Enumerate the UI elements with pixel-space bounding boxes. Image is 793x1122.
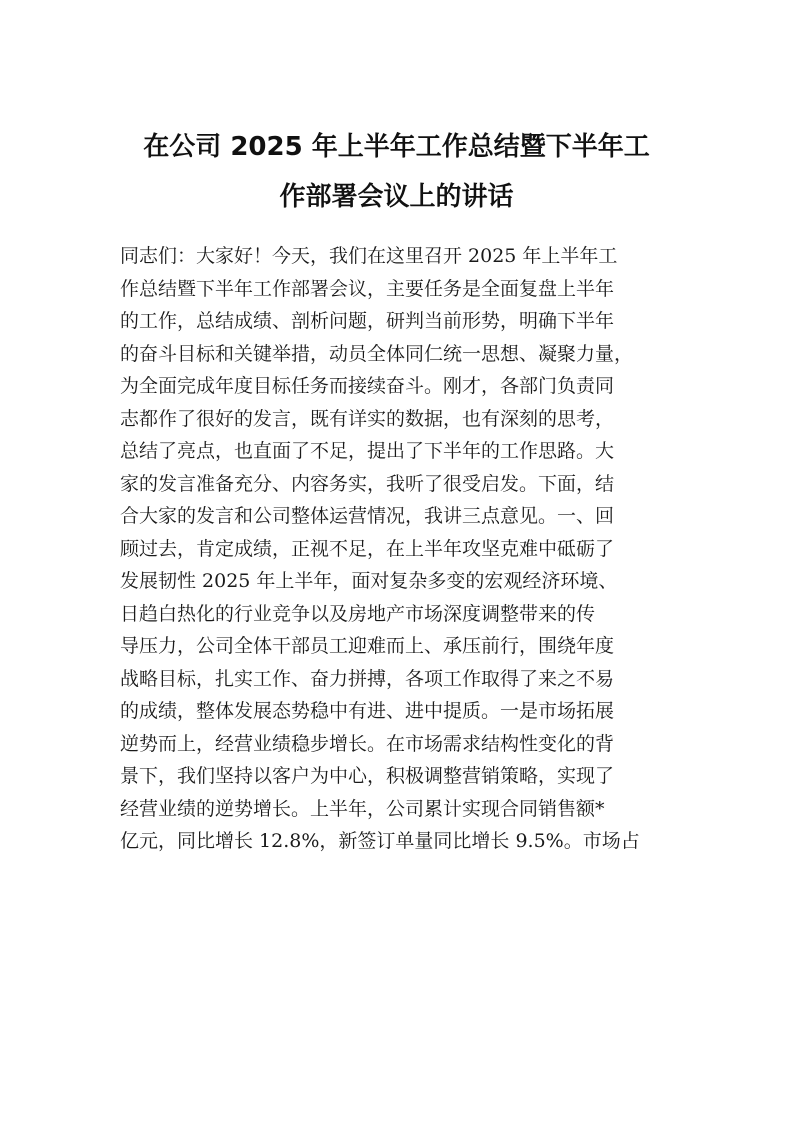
body-line: 亿元，同比增长 12.8%，新签订单量同比增长 9.5%。市场占 xyxy=(120,830,640,852)
body-line: 作总结暨下半年工作部署会议，主要任务是全面复盘上半年 xyxy=(120,277,615,300)
title-line-2: 作部署会议上的讲话 xyxy=(279,182,514,212)
body-line: 经营业绩的逆势增长。上半年，公司累计实现合同销售额* xyxy=(120,797,605,820)
body-line: 顾过去，肯定成绩，正视不足，在上半年攻坚克难中砥砺了 xyxy=(120,537,615,560)
body-line: 的奋斗目标和关键举措，动员全体同仁统一思想、凝聚力量， xyxy=(120,342,634,365)
body-line: 景下，我们坚持以客户为中心，积极调整营销策略，实现了 xyxy=(120,765,615,787)
document-title xyxy=(100,122,693,222)
body-line: 日趋白热化的行业竞争以及房地产市场深度调整带来的传 xyxy=(120,602,596,625)
body-line: 的成绩，整体发展态势稳中有进、进中提质。一是市场拓展 xyxy=(120,700,615,722)
speech-body xyxy=(120,240,673,858)
body-line: 同志们：大家好！今天，我们在这里召开 2025 年上半年工 xyxy=(120,245,618,267)
body-line: 的工作，总结成绩、剖析问题，研判当前形势，明确下半年 xyxy=(120,310,615,332)
body-line: 导压力，公司全体干部员工迎难而上、承压前行，围绕年度 xyxy=(120,635,615,657)
body-line: 家的发言准备充分、内容务实，我听了很受启发。下面，结 xyxy=(120,472,615,495)
body-line: 发展韧性 2025 年上半年，面对复杂多变的宏观经济环境、 xyxy=(120,570,618,592)
body-line: 战略目标，扎实工作、奋力拼搏，各项工作取得了来之不易 xyxy=(120,667,615,690)
body-line: 为全面完成年度目标任务而接续奋斗。刚才，各部门负责同 xyxy=(120,375,615,397)
body-line: 逆势而上，经营业绩稳步增长。在市场需求结构性变化的背 xyxy=(120,732,615,755)
body-line: 总结了亮点，也直面了不足，提出了下半年的工作思路。大 xyxy=(120,440,615,462)
title-line-1: 在公司 2025 年上半年工作总结暨下半年工 xyxy=(143,132,650,162)
body-line: 合大家的发言和公司整体运营情况，我讲三点意见。一、回 xyxy=(120,505,615,527)
body-line: 志都作了很好的发言，既有详实的数据，也有深刻的思考， xyxy=(120,407,615,430)
